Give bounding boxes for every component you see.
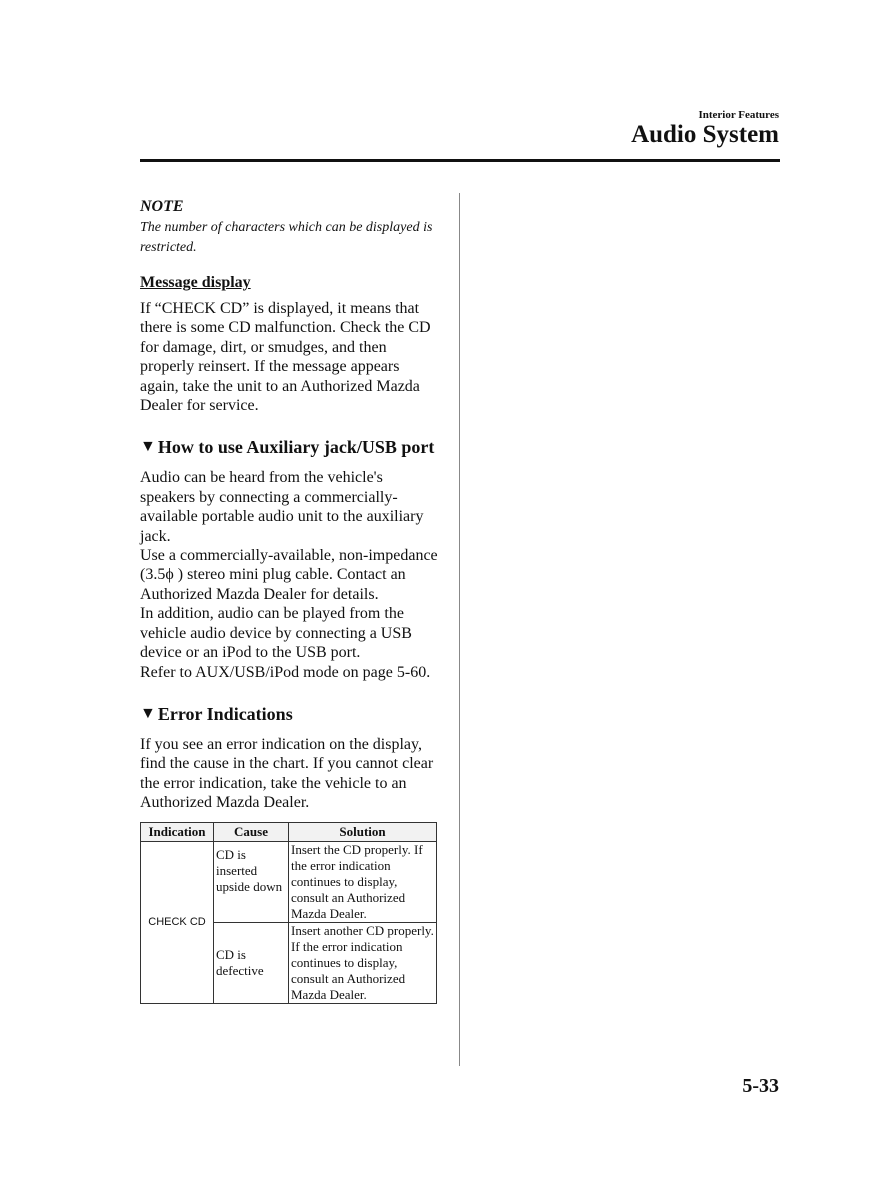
left-column [140, 196, 440, 1004]
aux-usb-heading [140, 436, 440, 458]
message-display-text: If “CHECK CD” is displayed, it means that there is some CD malfunction. Check the CD for damage, dirt, or smudges, and then properly reinsert. If the message appears again, take the unit to an Authorized Mazda Dealer for service. [140, 300, 431, 415]
column-divider [459, 193, 460, 1066]
column-header-cause: Cause [214, 822, 289, 841]
aux-usb-paragraph: Audio can be heard from the vehicle's speakers by connecting a commercially-available portable audio unit to the auxiliary jack. [140, 469, 424, 545]
note-text: The number of characters which can be displayed is restricted. [140, 220, 433, 255]
aux-usb-paragraph: In addition, audio can be played from the vehicle audio device by connecting a USB device or an iPod to the USB port. [140, 605, 412, 662]
table-header-row [141, 822, 437, 841]
aux-usb-heading-text: How to use Auxiliary jack/USB port [157, 437, 435, 458]
cause-cell: CD is defective [214, 922, 289, 1003]
page-number: 5-33 [742, 1075, 779, 1097]
solution-cell: Insert the CD properly. If the error indication continues to display, consult an Authorized Mazda Dealer. [289, 841, 437, 922]
column-header-solution: Solution [289, 822, 437, 841]
note-title: NOTE [140, 198, 184, 215]
column-header-indication: Indication [141, 822, 214, 841]
header-rule [140, 159, 780, 162]
table-row [141, 841, 437, 922]
error-table [140, 822, 437, 1004]
aux-usb-paragraph: Refer to AUX/USB/iPod mode on page 5-60. [140, 663, 431, 681]
indication-cell: CHECK CD [141, 841, 214, 1003]
cause-cell: CD is inserted upside down [214, 841, 289, 922]
chapter-title: Audio System [631, 121, 779, 148]
error-indications-intro: If you see an error indication on the display, find the cause in the chart. If you cannot clear the error indication, take the vehicle to an Authorized Mazda Dealer. [140, 735, 434, 812]
aux-usb-paragraph: Use a commercially-available, non-impedance (3.5ϕ ) stereo mini plug cable. Contact an Authorized Mazda Dealer for details. [140, 547, 438, 603]
triangle-marker-icon: ▼ [140, 704, 156, 722]
error-indications-heading-text: Error Indications [157, 703, 293, 724]
message-display-heading: Message display [140, 274, 251, 291]
section-label: Interior Features [698, 109, 779, 121]
triangle-marker-icon: ▼ [140, 438, 156, 456]
solution-cell: Insert another CD properly. If the error indication continues to display, consult an Authorized Mazda Dealer. [289, 922, 437, 1003]
error-indications-heading [140, 703, 440, 725]
